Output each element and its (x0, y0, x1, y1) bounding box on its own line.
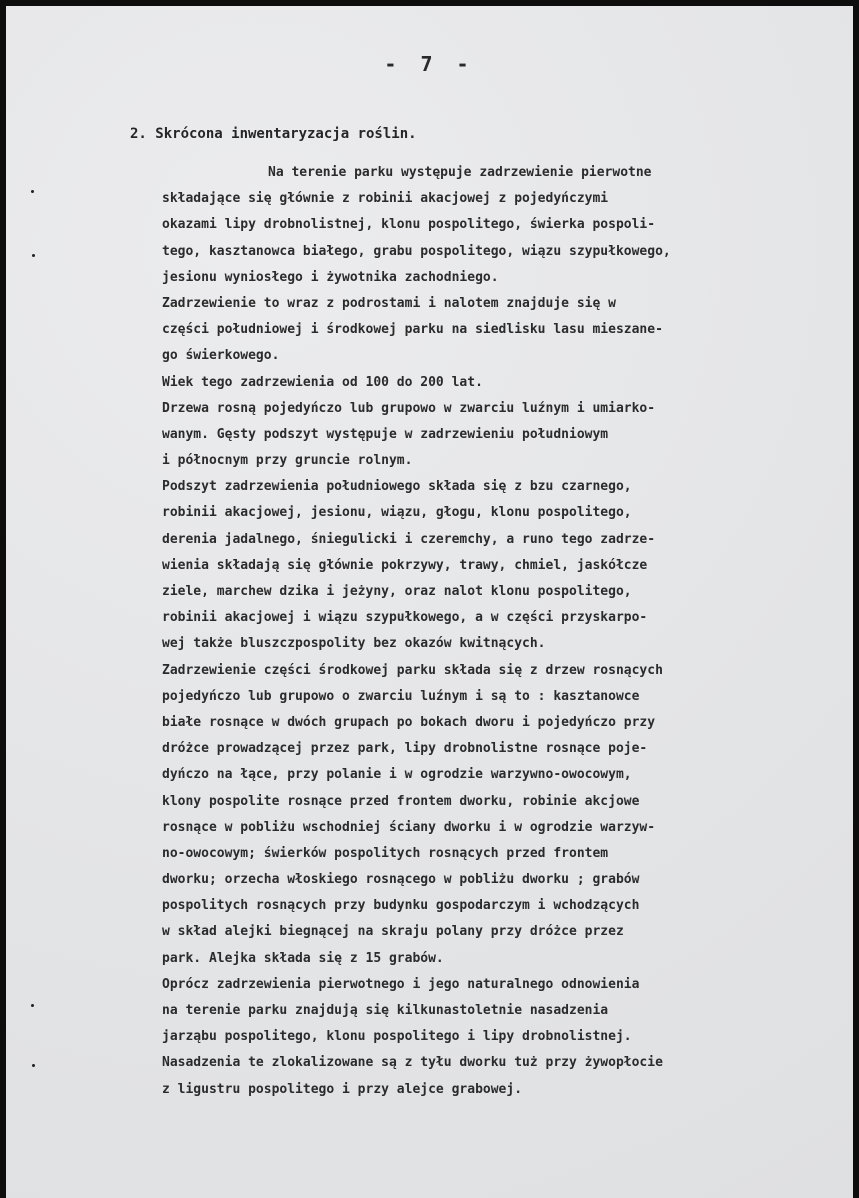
text-line: Zadrzewienie części środkowej parku składa się z drzew rosnących (162, 662, 663, 678)
margin-mark (32, 1064, 35, 1067)
text-line: wienia składają się głównie pokrzywy, trawy, chmiel, jaskółcze (162, 557, 648, 573)
text-line: dyńczo na łące, przy polanie i w ogrodzie warzywno-owocowym, (162, 767, 632, 783)
text-line: i północnym przy gruncie rolnym. (162, 453, 413, 469)
text-line: Zadrzewienie to wraz z podrostami i nalotem znajduje się w (162, 295, 616, 311)
text-line: w skład alejki biegnącej na skraju polany przy dróżce przez (162, 924, 624, 940)
text-line: klony pospolite rosnące przed frontem dworku, robinie akcjowe (162, 793, 640, 809)
text-line: składające się głównie z robinii akacjowej z pojedyńczymi (162, 191, 609, 207)
text-line: no-owocowym; świerków pospolitych rosnących przed frontem (162, 845, 609, 861)
text-line: z ligustru pospolitego i przy alejce grabowej. (162, 1081, 523, 1097)
text-line: okazami lipy drobnolistnej, klonu pospolitego, świerka pospoli- (162, 217, 656, 233)
text-line: ziele, marchew dzika i jeżyny, oraz nalot klonu pospolitego, (162, 584, 632, 599)
text-line: jarząbu pospolitego, klonu pospolitego i lipy drobnolistnej. (162, 1029, 632, 1045)
text-line: wej także bluszczpospolity bez okazów kwitnących. (162, 636, 546, 652)
document-page (6, 6, 853, 1198)
text-line: Podszyt zadrzewienia południowego składa się z bzu czarnego, (162, 479, 632, 495)
text-line: go świerkowego. (162, 348, 280, 364)
text-line: rosnące w pobliżu wschodniej ściany dworku i w ogrodzie warzyw- (162, 819, 656, 835)
text-line: Na terenie parku występuje zadrzewienie pierwotne (268, 165, 652, 180)
text-line: park. Alejka składa się z 15 grabów. (162, 950, 444, 966)
body-text (162, 160, 852, 1103)
text-line: jesionu wyniosłego i żywotnika zachodniego. (162, 269, 499, 285)
text-line: dworku; orzecha włoskiego rosnącego w pobliżu dworku ; grabów (162, 872, 640, 888)
text-line: tego, kasztanowca białego, grabu pospolitego, wiązu szypułkowego, (162, 243, 671, 259)
text-line: Wiek tego zadrzewienia od 100 do 200 lat. (162, 374, 483, 390)
text-line: Oprócz zadrzewienia pierwotnego i jego naturalnego odnowienia (162, 976, 640, 992)
text-line: części południowej i środkowej parku na siedlisku lasu mieszane- (162, 322, 663, 338)
page-number: - 7 - (384, 52, 475, 76)
margin-mark (32, 254, 35, 257)
section-title: 2. Skrócona inwentaryzacja roślin. (130, 126, 417, 142)
text-line: pospolitych rosnących przy budynku gospodarczym i wchodzących (162, 898, 640, 914)
text-line: białe rosnące w dwóch grupach po bokach dworu i pojedyńczo przy (162, 714, 656, 730)
text-line: robinii akacjowej, jesionu, wiązu, głogu, klonu pospolitego, (162, 505, 632, 521)
margin-mark (31, 190, 34, 193)
text-line: na terenie parku znajdują się kilkunastoletnie nasadzenia (162, 1003, 609, 1018)
margin-mark (31, 1004, 34, 1007)
text-line: dróżce prowadzącej przez park, lipy drobnolistne rosnące poje- (162, 741, 648, 757)
text-line: Nasadzenia te zlokalizowane są z tyłu dworku tuż przy żywopłocie (162, 1055, 663, 1071)
text-line: robinii akacjowej i wiązu szypułkowego, a w części przyskarpo- (162, 610, 648, 626)
text-line: Drzewa rosną pojedyńczo lub grupowo w zwarciu luźnym i umiarko- (162, 400, 656, 416)
text-line: wanym. Gęsty podszyt występuje w zadrzewieniu południowym (162, 426, 609, 442)
text-line: pojedyńczo lub grupowo o zwarciu luźnym i są to : kasztanowce (162, 688, 640, 704)
text-line: derenia jadalnego, śniegulicki i czeremchy, a runo tego zadrze- (162, 531, 656, 547)
